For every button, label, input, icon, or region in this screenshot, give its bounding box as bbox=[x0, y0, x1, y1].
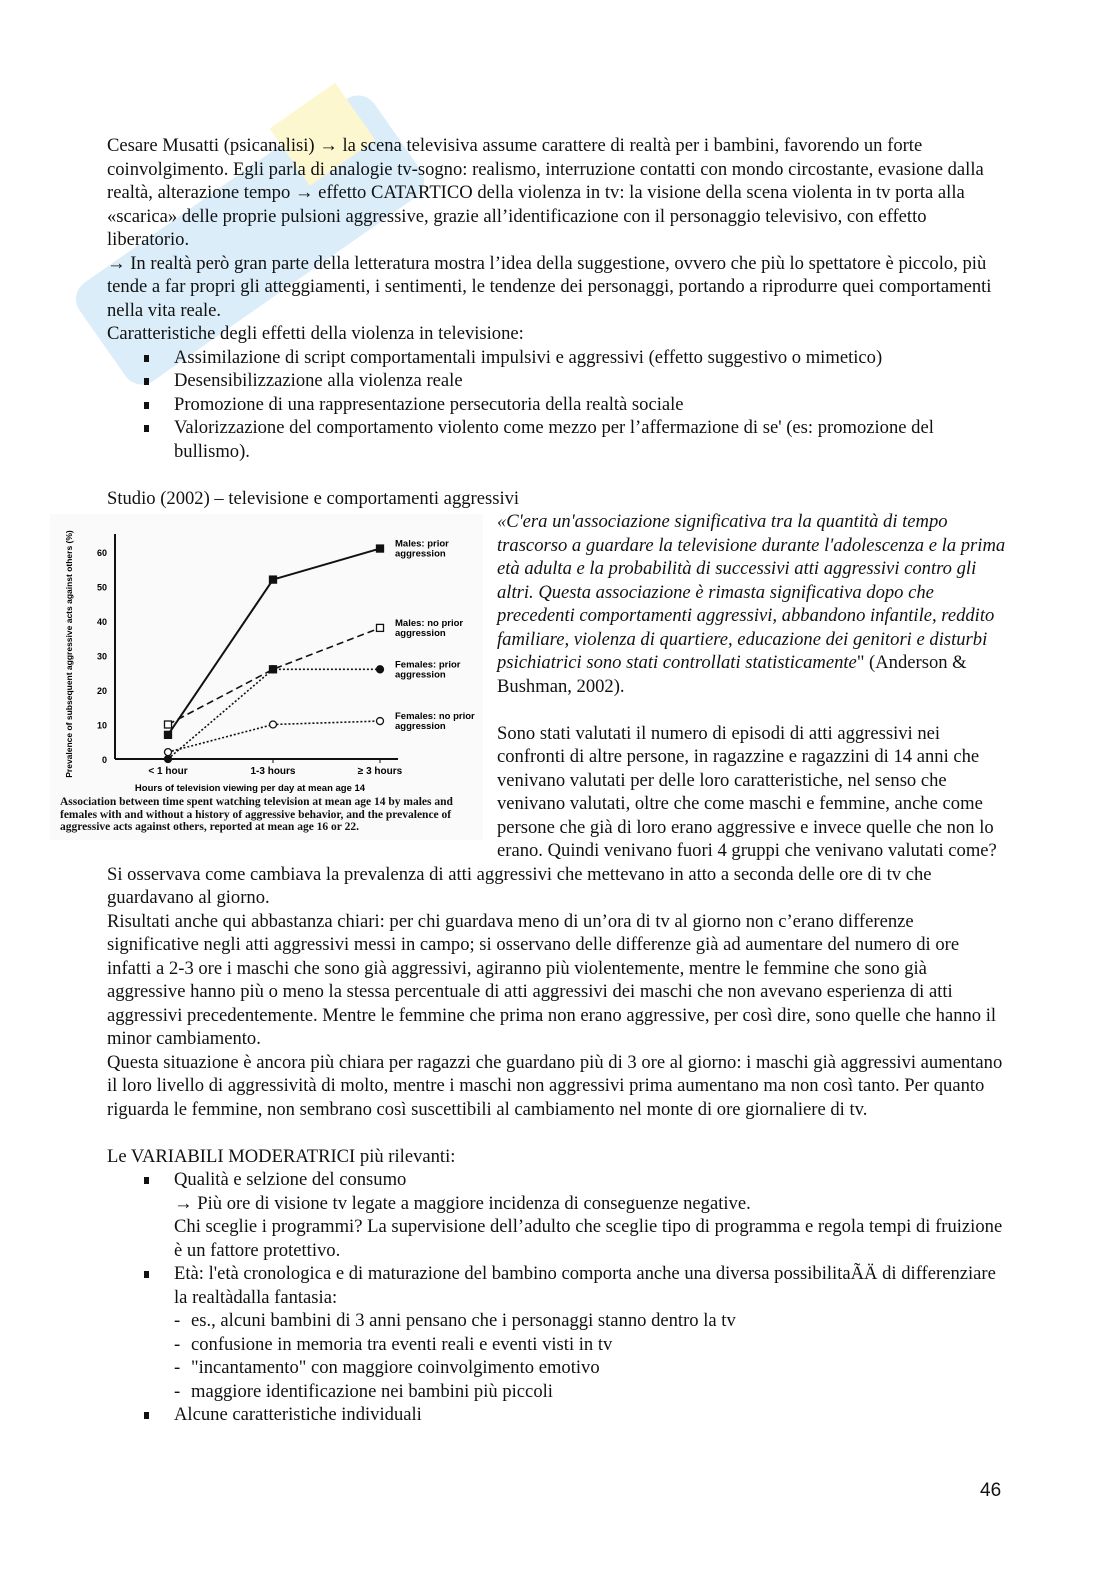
intro-paragraph-3: Caratteristiche degli effetti della violenza in televisione: bbox=[107, 323, 524, 344]
study-citation: " (Anderson & Bushman, 2002). bbox=[497, 652, 967, 697]
data-point bbox=[165, 756, 172, 763]
list-item bbox=[174, 1168, 1007, 1262]
chart-figure bbox=[50, 514, 483, 840]
x-tick-label: < 1 hour bbox=[148, 766, 188, 777]
data-point bbox=[270, 666, 277, 673]
list-item: Valorizzazione del comportamento violento come mezzo per l’affermazione di se' (es: promozione del bullismo). bbox=[174, 416, 1007, 463]
moderators-list bbox=[107, 1168, 1007, 1309]
moderator-quality: Qualità e selzione del consumo bbox=[174, 1169, 407, 1190]
effects-list bbox=[107, 346, 1007, 464]
data-point bbox=[377, 545, 384, 552]
moderators-list-cont bbox=[107, 1403, 1007, 1427]
list-item: Desensibilizzazione alla violenza reale bbox=[174, 369, 1007, 393]
list-item: - "incantamento" con maggiore coinvolgimento emotivo bbox=[191, 1356, 1007, 1380]
data-point bbox=[377, 624, 384, 631]
y-tick-label: 20 bbox=[96, 686, 107, 696]
y-tick-label: 10 bbox=[96, 720, 107, 731]
data-point bbox=[165, 749, 172, 756]
legend-label: Males: prior bbox=[395, 538, 449, 550]
legend-label: aggression bbox=[395, 548, 446, 560]
y-tick-label: 0 bbox=[101, 755, 107, 765]
list-item: Alcune caratteristiche individuali bbox=[174, 1403, 1007, 1427]
study-heading: Studio (2002) – televisione e comportamenti aggressivi bbox=[107, 487, 520, 509]
age-sublist bbox=[107, 1309, 1007, 1403]
y-axis-label: Prevalence of subsequent aggressive acts against others (%) bbox=[64, 530, 74, 778]
list-item: Promozione di una rappresentazione persecutoria della realtà sociale bbox=[174, 393, 1007, 417]
legend-label: Males: no prior bbox=[395, 617, 464, 629]
y-tick-label: 60 bbox=[96, 548, 107, 558]
study-quote: «C'era un'associazione significativa tra la quantità di tempo trascorso a guardare la televisione durante l'adolescenza e la prima età adulta e la probabilità di successivi atti aggressivi contro gli altri. Questa associazione è rimasta significativa dopo che precedenti comportamenti aggressivi, abbandono infantile, reddito familiare, violenza di quartiere, educazione dei genitori e disturbi psichiatrici sono stati controllati statisticamente bbox=[497, 511, 1006, 673]
document-page bbox=[60, 134, 1007, 1427]
legend-label: Females: no prior bbox=[395, 711, 475, 723]
study-paragraph-2: Risultati anche qui abbastanza chiari: per chi guardava meno di un’ora di tv al giorno non c’erano differenze significative negli atti aggressivi messi in campo; si osservano delle differenze già ad aumentare del numero di ore infatti a 2-3 ore i maschi che sono già aggressivi, agiranno più violentemente, mentre le femmine che sono già aggressive hanno più o meno la stessa percentuale di atti aggressivi dei maschi che non avevano esperienza di atti aggressivi precedentemente. Mentre le femmine che prima non erano aggressive, per così dire, sono quelle che hanno il minor cambiamento. bbox=[107, 910, 997, 1049]
page-number: 46 bbox=[980, 1480, 1002, 1501]
data-point bbox=[270, 576, 277, 583]
data-point bbox=[165, 731, 172, 738]
moderator-quality-note: Chi sceglie i programmi? La supervisione dell’adulto che sceglie tipo di programma e regola tempi di fruizione è un fattore protettivo. bbox=[174, 1216, 1003, 1261]
moderators-heading: Le VARIABILI MODERATRICI più rilevanti: bbox=[107, 1145, 456, 1167]
line-chart bbox=[50, 514, 483, 840]
list-item: Assimilazione di script comportamentali impulsivi e aggressivi (effetto suggestivo o mimetico) bbox=[174, 346, 1007, 370]
data-point bbox=[377, 718, 384, 725]
moderator-age: Età: l'età cronologica e di maturazione del bambino comporta anche una diversa possibilitaÃÄ di differenziare la realtàdalla fantasia: bbox=[174, 1263, 996, 1308]
moderator-quality-note: → Più ore di visione tv legate a maggiore incidenza di conseguenze negative. bbox=[174, 1192, 751, 1214]
series-line bbox=[168, 628, 380, 725]
y-tick-label: 30 bbox=[96, 651, 107, 662]
x-axis-label: Hours of television viewing per day at mean age 14 bbox=[134, 783, 366, 794]
x-tick-label: ≥ 3 hours bbox=[357, 766, 403, 777]
legend-label: aggression bbox=[395, 721, 446, 733]
legend-label: aggression bbox=[395, 627, 446, 639]
intro-paragraph-1: Cesare Musatti (psicanalisi) → la scena televisiva assume carattere di realtà per i bambini, favorendo un forte coinvolgimento. Egli parla di analogie tv-sogno: realismo, interruzione contatti con mondo circostante, evasione dalla realtà, alterazione tempo → effetto CATARTICO della violenza in tv: la visione della scena violenta in tv porta alla «scarica» delle proprie pulsioni aggressive, grazie all’identificazione con il personaggio televisivo, con effetto liberatorio. bbox=[107, 135, 984, 250]
legend-label: aggression bbox=[395, 669, 446, 681]
list-item bbox=[174, 1262, 1007, 1309]
chart-caption: Association between time spent watching television at mean age 14 by males and females with and without a history of aggressive behavior, and the prevalence of aggressive acts against others, reported at mean age 16 or 22. bbox=[60, 796, 453, 833]
list-item: - es., alcuni bambini di 3 anni pensano che i personaggi stanno dentro la tv bbox=[191, 1309, 1007, 1333]
study-paragraph-1: Sono stati valutati il numero di episodi di atti aggressivi nei confronti di altre persone, in ragazzine e ragazzini di 14 anni che venivano valutati per delle loro caratteristiche, nel senso che venivano valutati, oltre che come maschi e femmine, anche come persone che già di loro erano aggressive e invece quelle che non lo erano. Quindi venivano fuori 4 gruppi che venivano valutati come? Si osservava come cambiava la prevalenza di atti aggressivi che mettevano in atto a seconda delle ore di tv che guardavano al giorno. bbox=[107, 722, 997, 908]
study-paragraph-3: Questa situazione è ancora più chiara per ragazzi che guardano più di 3 ore al giorno: i maschi già aggressivi aumentano il loro livello di aggressività di molto, mentre i maschi non aggressivi prima aumentano ma non così tanto. Per quanto riguarda le femmine, non sembrano così suscettibili al cambiamento nel monte di ore giornaliere di tv. bbox=[107, 1051, 1003, 1120]
series-line bbox=[168, 669, 380, 759]
data-point bbox=[270, 721, 277, 728]
y-tick-label: 40 bbox=[96, 617, 107, 627]
data-point bbox=[377, 666, 384, 673]
legend-label: Females: prior bbox=[395, 659, 461, 671]
x-tick-label: 1-3 hours bbox=[250, 766, 296, 777]
list-item: - maggiore identificazione nei bambini più piccoli bbox=[191, 1380, 1007, 1404]
data-point bbox=[165, 721, 172, 728]
list-item: - confusione in memoria tra eventi reali e eventi visti in tv bbox=[191, 1333, 1007, 1357]
intro-paragraph-2: → In realtà però gran parte della letteratura mostra l’idea della suggestione, ovvero che più lo spettatore è piccolo, più tende a far propri gli atteggiamenti, i sentimenti, le tendenze dei personaggi, portando a riprodurre quei comportamenti nella vita reale. bbox=[107, 252, 992, 321]
y-tick-label: 50 bbox=[96, 582, 107, 593]
